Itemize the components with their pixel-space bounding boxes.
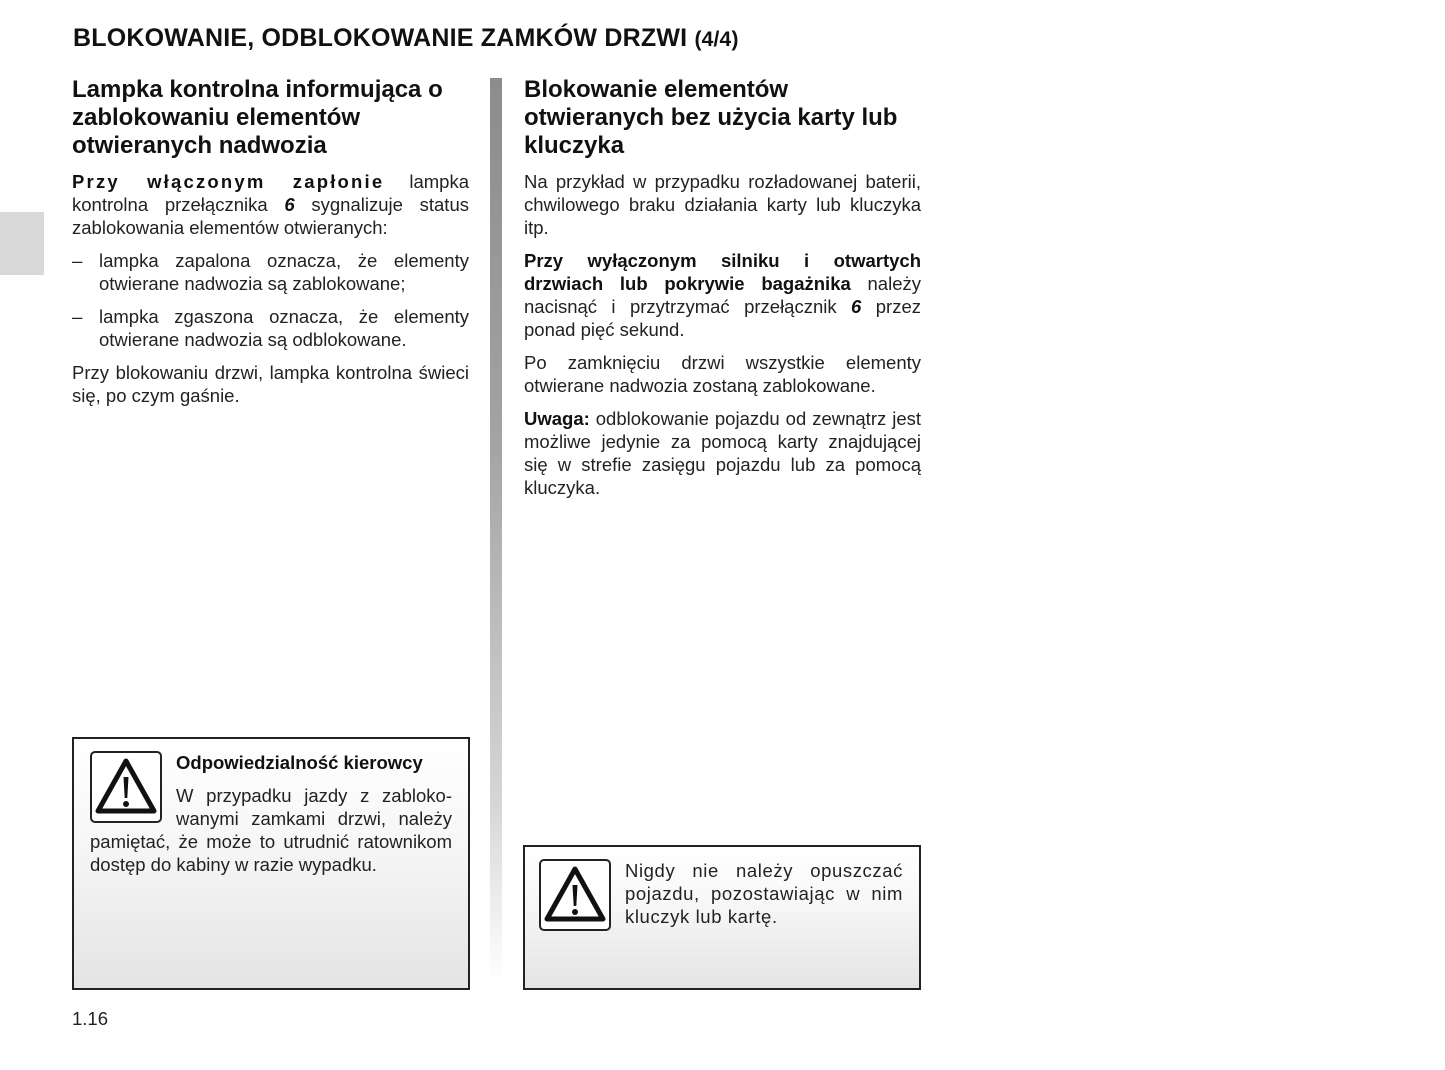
left-list (72, 249, 469, 351)
driver-responsibility-warning (72, 737, 470, 990)
page-title-part: (4/4) (694, 28, 739, 51)
warning-text: W przypadku jazdy z zablokowanymi zamkami drzwi, należy pamiętać, że może to utrudnić ratownikom dostęp do kabiny w razie wypadku. (90, 785, 452, 875)
left-p1-text-b: sygnalizuje status zablokowania elementów otwieranych: (72, 194, 469, 238)
warning-title: Odpowiedzialność kierowcy (176, 752, 423, 773)
section-tab (0, 212, 44, 275)
warning-triangle-icon (90, 751, 162, 823)
right-p4-text: odblokowanie pojazdu od zewnątrz jest możliwe jedynie za pomocą karty znajdującej się w strefie zasięgu pojazdu lub za pomocą kluczyka. (524, 408, 921, 498)
left-column (72, 76, 469, 417)
list-item: – lampka zapalona oznacza, że elementy otwierane nadwozia są zablokowane; (72, 249, 469, 295)
right-p4-bold: Uwaga: (524, 408, 590, 429)
left-p1-bold: Przy włączonym zapłonie (72, 171, 385, 192)
right-paragraph-3: Po zamknięciu drzwi wszystkie elementy otwierane nadwozia zostaną zablokowane. (524, 352, 921, 396)
left-p1-text-a: lampka kontrolna przełącznika (72, 171, 470, 215)
left-heading: Lampka kontrolna informująca o zablokowaniu elementów otwieranych nadwozia (72, 76, 443, 159)
page-number: 1.16 (72, 1008, 109, 1029)
right-p2-ref: 6 (851, 296, 862, 317)
right-paragraph-4 (524, 407, 921, 499)
right-p2-text-b: przez ponad pięć sekund. (524, 296, 922, 340)
list-item: – lampka zgaszona oznacza, że elementy otwierane nadwozia są odblokowane. (72, 305, 469, 351)
key-card-warning (523, 845, 921, 990)
left-paragraph-1 (72, 170, 469, 239)
right-p2-bold: Przy wyłączonym silniku i otwartych drzwiach lub pokrywie bagażnika (524, 250, 921, 294)
warning-triangle-icon (539, 859, 611, 931)
right-paragraph-1: Na przykład w przypadku rozładowanej baterii, chwilowego braku działania karty lub kluczyka itp. (524, 171, 921, 238)
right-p2-text-a: należy nacisnąć i przytrzymać przełącznik (524, 273, 921, 317)
right-paragraph-2 (524, 249, 921, 341)
right-column (524, 76, 921, 509)
page-title (73, 24, 739, 53)
page-title-text: BLOKOWANIE, ODBLOKOWANIE ZAMKÓW DRZWI (73, 24, 688, 52)
column-divider (490, 78, 502, 983)
right-heading: Blokowanie elementów otwieranych bez użycia karty lub kluczyka (524, 76, 898, 159)
warning-text: Nigdy nie należy opuszczać pojazdu, pozostawiając w nim kluczyk lub kartę. (625, 860, 903, 927)
left-p1-ref: 6 (284, 194, 295, 215)
left-paragraph-2: Przy blokowaniu drzwi, lampka kontrolna świeci się, po czym gaśnie. (72, 362, 469, 406)
